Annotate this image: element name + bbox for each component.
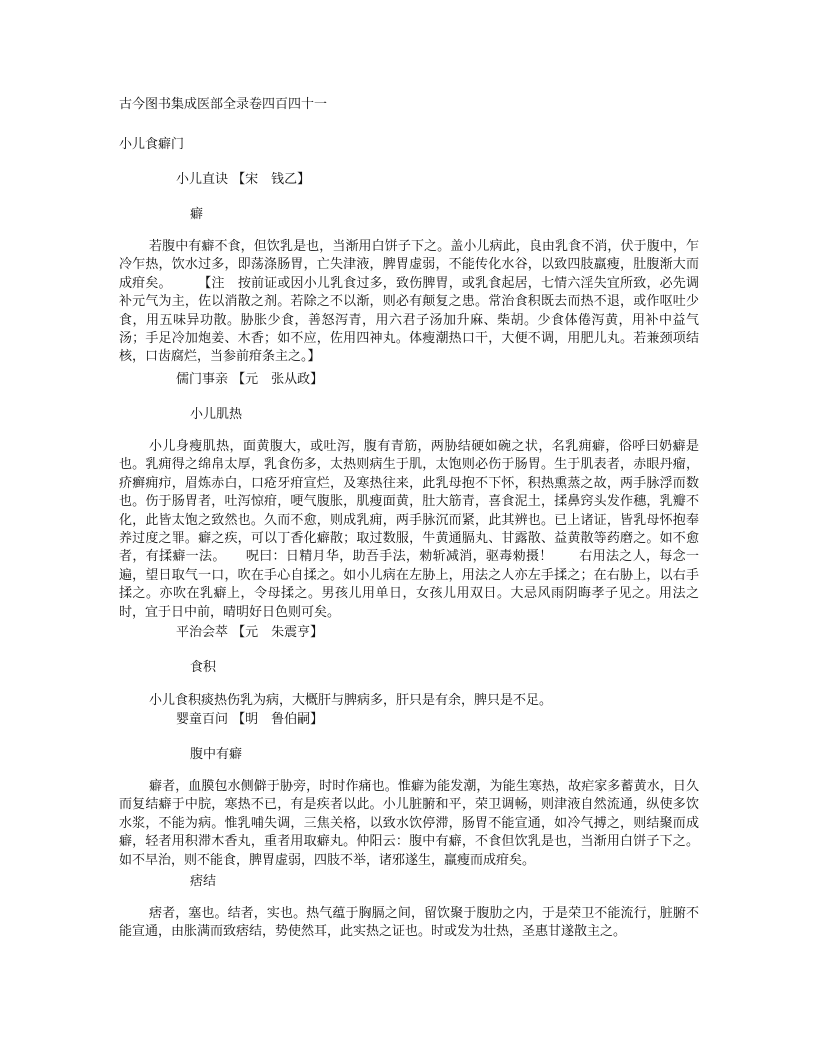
source-line-3: 平治会萃 【元 朱震亨】	[176, 625, 324, 640]
book-title: 古今图书集成医部全录卷四百四十一	[119, 97, 328, 112]
paragraph-3: 小儿食积痰热伤乳为病，大概肝与脾病多，肝只是有余，脾只是不足。	[149, 693, 553, 708]
subheading-3: 食积	[190, 660, 217, 675]
paragraph-2: 小儿身瘦肌热，面黄腹大，或吐泻，腹有青筋，两胁结硬如碗之状，名乳痈癖，俗呼曰奶癖是也。乳痈得之绵帛太厚，乳食伤多，太热则病生于肌，太饱则必伤于肠胃。生于肌表者，赤眼丹瘤，疥癣痈疖，眉炼赤白，口疮牙疳宣烂，及寒热往来，此乳母抱不下怀，积热熏蒸之故，两手脉浮而数也。伤于肠胃者，吐泻惊疳，哽气腹胀，肌瘦面黄，肚大筋青，喜食泥土，揉鼻窍头发作穗，乳瓣不化，此皆太饱之致然也。久而不愈，则成乳痈，两手脉沉而紧，此其辨也。已上诸证，皆乳母怀抱奉养过度之罪。癖之疾，可以丁香化癖散；取过数服，牛黄通膈丸、甘露散、益黄散等药磨之。如不愈者，有揉癖一法。 呪曰：日精月华，助吾手法，勑斩减消，驱毒勑摄！ 右用法之人，每念一遍，望日取气一口，吹在手心自揉之。如小儿病在左胁上，用法之人亦左手揉之；在右胁上，以右手揉之。亦吹在乳癖上，令母揉之。男孩儿用单日，女孩儿用双日。大忌风雨阴晦孝子见之。用法之时，宜于日中前，晴明好日色则可矣。	[119, 439, 699, 620]
source-line-4: 婴童百问 【明 鲁伯嗣】	[176, 712, 324, 727]
paragraph-4: 癖者，血膜包水侧僻于胁旁，时时作痛也。惟癖为能发潮，为能生寒热，故疟家多蓄黄水，日久而复结癖于中脘，寒热不已，有是疾者以此。小儿脏腑和平，荣卫调畅，则津液自然流通，纵使多饮水浆，不能为病。惟乳哺失调，三焦关格，以致水饮停滞，肠胃不能宣通，如冷气搏之，则结聚而成癖，轻者用积滞木香丸，重者用取癖丸。仲阳云：腹中有癖，不食但饮乳是也，当渐用白饼子下之。如不早治，则不能食，脾胃虚弱，四肢不举，诸邪遂生，羸瘦而成疳矣。	[119, 779, 699, 868]
subheading-2: 小儿肌热	[190, 407, 243, 422]
paragraph-5: 痞者，塞也。结者，实也。热气蕴于胸膈之间，留饮聚于腹肋之内，于是荣卫不能流行，脏腑不能宣通，由胀满而致痞结，势使然耳，此实热之证也。时或发为壮热，圣惠甘遂散主之。	[119, 906, 699, 940]
source-line-2: 儒门事亲 【元 张从政】	[176, 372, 324, 387]
source-line-1: 小儿直诀 【宋 钱乙】	[176, 172, 311, 187]
section-title: 小儿食癖门	[119, 137, 185, 152]
paragraph-1: 若腹中有癖不食，但饮乳是也，当渐用白饼子下之。盖小儿病此，良由乳食不消，伏于腹中，乍冷乍热，饮水过多，即荡涤肠胃，亡失津液，脾胃虚弱，不能传化水谷，以致四肢羸瘦，肚腹渐大而成疳矣。 【注 按前证或因小儿乳食过多，致伤脾胃，或乳食起居，七情六淫失宜所致，必先调补元气为主，佐以消散之剂。若除之不以渐，则必有颠复之患。常治食积既去而热不退，或作呕吐少食，用五味异功散。胁胀少食，善怒泻青，用六君子汤加升麻、柴胡。少食体倦泻黄，用补中益气汤；手足冷加炮姜、木香；如不应，佐用四神丸。体瘦潮热口干，大便不调，用肥儿丸。若兼颈项结核，口齿腐烂，当参前疳条主之。】	[119, 239, 699, 365]
subheading-5: 痞结	[190, 874, 217, 889]
subheading-4: 腹中有癖	[190, 747, 243, 762]
subheading-1: 癖	[190, 207, 204, 222]
